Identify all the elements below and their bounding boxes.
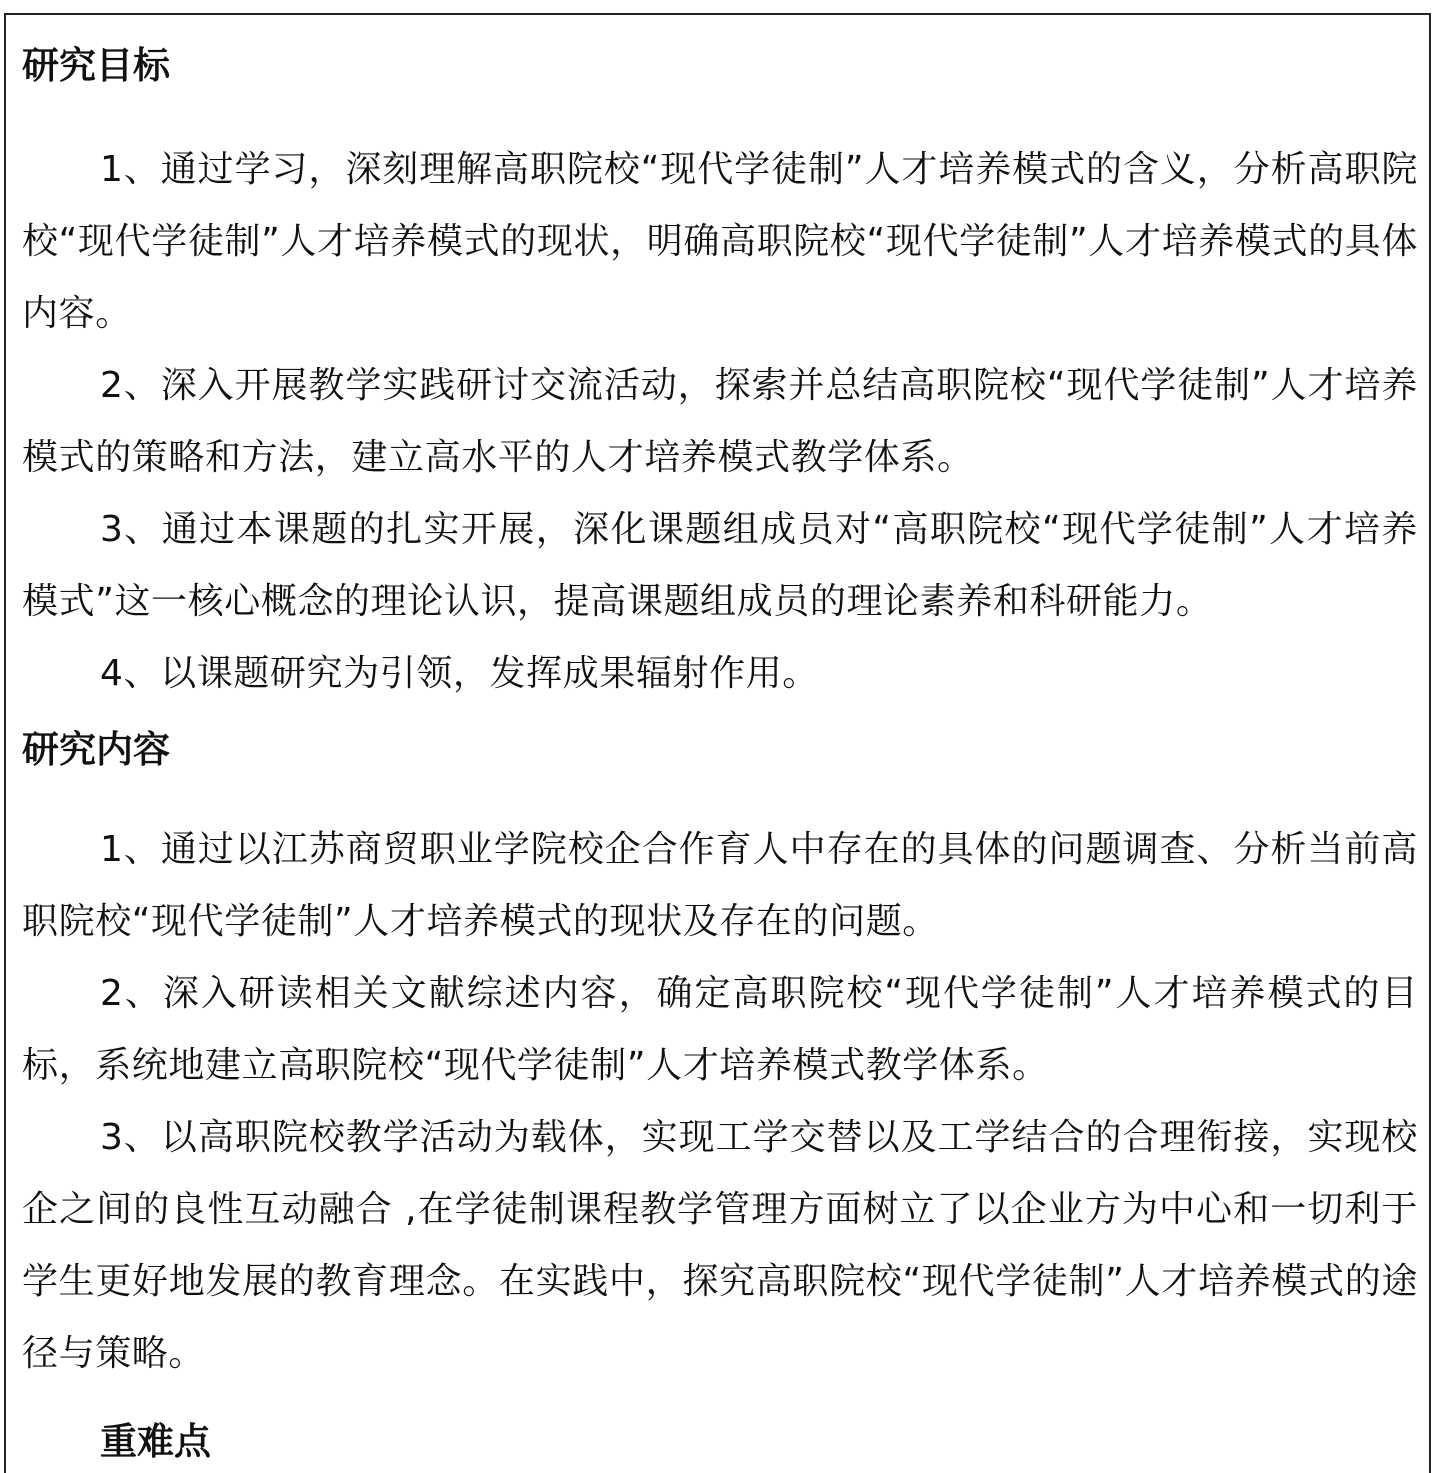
goal-paragraph-2: 2、深入开展教学实践研讨交流活动，探索并总结高职院校“现代学徒制”人才培养模式的策略和方法，建立高水平的人才培养模式教学体系。 — [22, 365, 1418, 478]
section-heading-key-difficulties: 重难点 — [100, 1420, 211, 1463]
content-paragraph-3: 3、以高职院校教学活动为载体，实现工学交替以及工学结合的合理衔接，实现校企之间的良性互动融合 ,在学徒制课程教学管理方面树立了以企业方为中心和一切利于学生更好地发展的教育理念。在实践中，探究高职院校“现代学徒制”人才培养模式的途径与策略。 — [22, 1117, 1418, 1374]
content-paragraph-2: 2、深入研读相关文献综述内容，确定高职院校“现代学徒制”人才培养模式的目标，系统地建立高职院校“现代学徒制”人才培养模式教学体系。 — [22, 973, 1418, 1086]
section-heading-research-content: 研究内容 — [22, 728, 170, 771]
goal-paragraph-3: 3、通过本课题的扎实开展，深化课题组成员对“高职院校“现代学徒制”人才培养模式”这一核心概念的理论认识，提高课题组成员的理论素养和科研能力。 — [22, 509, 1418, 622]
document-content — [22, 40, 1418, 1468]
section-heading-research-goals: 研究目标 — [22, 44, 170, 87]
goal-paragraph-4: 4、以课题研究为引领，发挥成果辐射作用。 — [100, 653, 819, 694]
goal-paragraph-1: 1、通过学习，深刻理解高职院校“现代学徒制”人才培养模式的含义，分析高职院校“现代学徒制”人才培养模式的现状，明确高职院校“现代学徒制”人才培养模式的具体内容。 — [22, 149, 1418, 334]
content-paragraph-1: 1、通过以江苏商贸职业学院校企合作育人中存在的具体的问题调查、分析当前高职院校“现代学徒制”人才培养模式的现状及存在的问题。 — [22, 829, 1418, 942]
